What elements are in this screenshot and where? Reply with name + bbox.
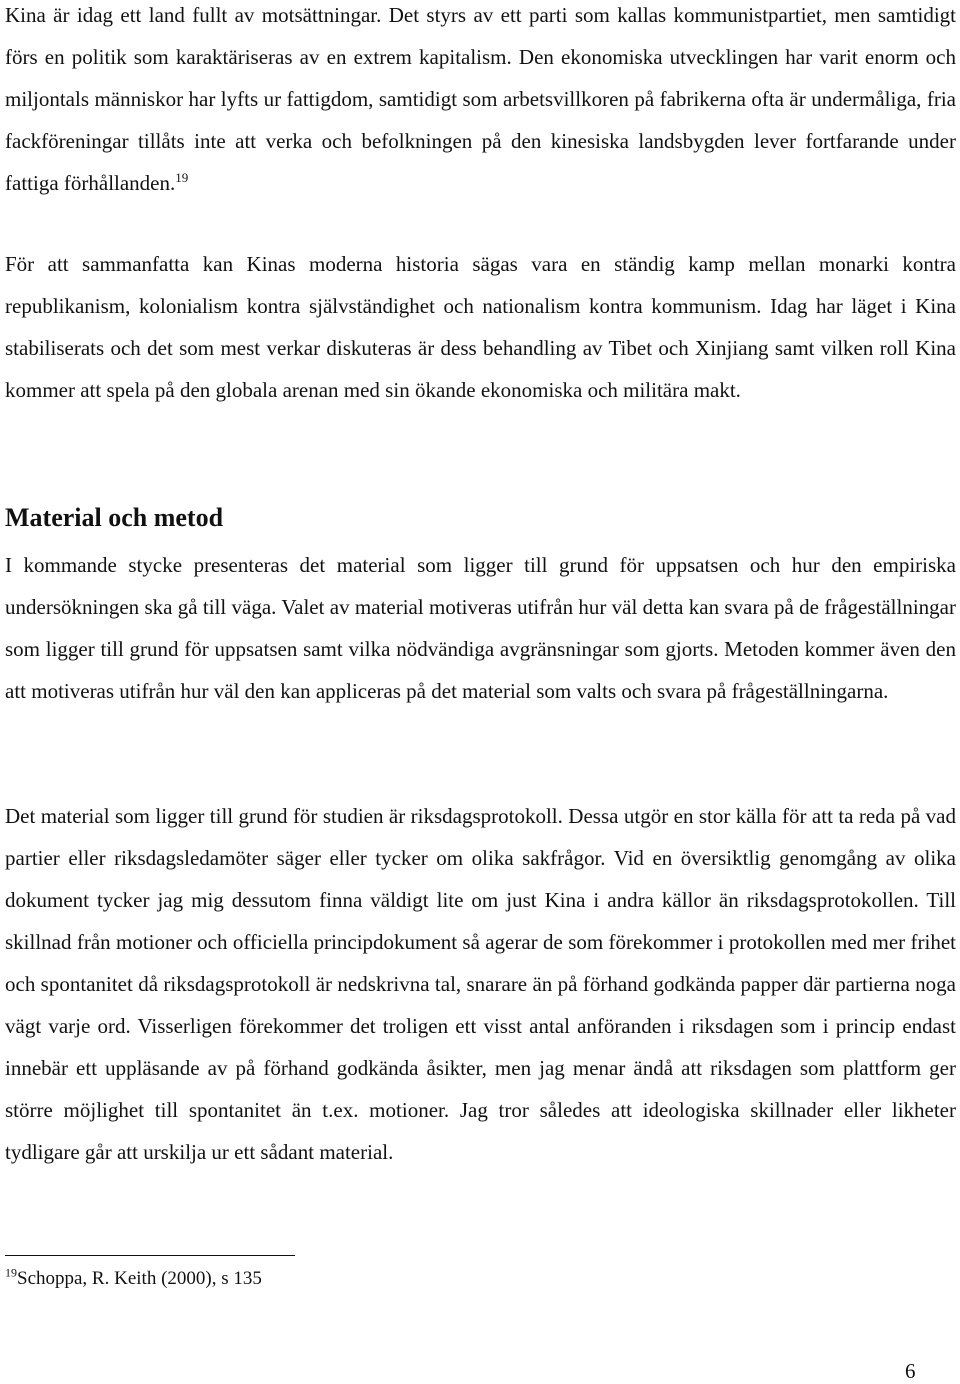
paragraph-material-intro: I kommande stycke presenteras det material som ligger till grund för uppsatsen och hur den empiriska undersökningen ska gå till väga. Valet av material motiveras utifrån hur väl detta kan svara på de frågeställningar som ligger till grund för uppsatsen samt vilka nödvändiga avgränsningar som gjorts. Metoden kommer även den att motiveras utifrån hur väl den kan appliceras på det material som valts och svara på frågeställningarna. (5, 553, 956, 703)
footnote-separator (5, 1255, 295, 1256)
footnote (5, 1266, 262, 1292)
footnote-number: 19 (5, 1265, 17, 1280)
paragraph-modern-history-summary: För att sammanfatta kan Kinas moderna historia sägas vara en ständig kamp mellan monarki kontra republikanism, kolonialism kontra självständighet och nationalism kontra kommunism. Idag har läget i Kina stabiliserats och det som mest verkar diskuteras är dess behandling av Tibet och Xinjiang samt vilken roll Kina kommer att spela på den globala arenan med sin ökande ekonomiska och militära makt. (5, 252, 956, 402)
paragraph-china-contradictions (5, 0, 956, 204)
footnote-reference[interactable]: 19 (175, 170, 189, 185)
section-heading: Material och metod (5, 503, 224, 532)
page-number: 6 (905, 1359, 916, 1383)
paragraph-text: Kina är idag ett land fullt av motsättningar. Det styrs av ett parti som kallas kommunistpartiet, men samtidigt förs en politik som karaktäriseras av en extrem kapitalism. Den ekonomiska utvecklingen har varit enorm och miljontals människor har lyfts ur fattigdom, samtidigt som arbetsvillkoren på fabrikerna ofta är undermåliga, fria fackföreningar tillåts inte att verka och befolkningen på den kinesiska landsbygden lever fortfarande under fattiga förhållanden. (5, 3, 956, 195)
footnote-text: Schoppa, R. Keith (2000), s 135 (17, 1268, 262, 1289)
paragraph-riksdag-protocols: Det material som ligger till grund för studien är riksdagsprotokoll. Dessa utgör en stor källa för att ta reda på vad partier eller riksdagsledamöter säger eller tycker om olika sakfrågor. Vid en översiktlig genomgång av olika dokument tycker jag mig dessutom finna väldigt lite om just Kina i andra källor än riksdagsprotokollen. Till skillnad från motioner och officiella principdokument så agerar de som förekommer i protokollen med mer frihet och spontanitet då riksdagsprotokoll är nedskrivna tal, snarare än på förhand godkända papper där partierna noga vägt varje ord. Visserligen förekommer det troligen ett visst antal anföranden i riksdagen som i princip endast innebär ett uppläsande av på förhand godkända åsikter, men jag menar ändå att riksdagen som plattform ger större möjlighet till spontanitet än t.ex. motioner. Jag tror således att ideologiska skillnader eller likheter tydligare går att urskilja ur ett sådant material. (5, 804, 956, 1164)
